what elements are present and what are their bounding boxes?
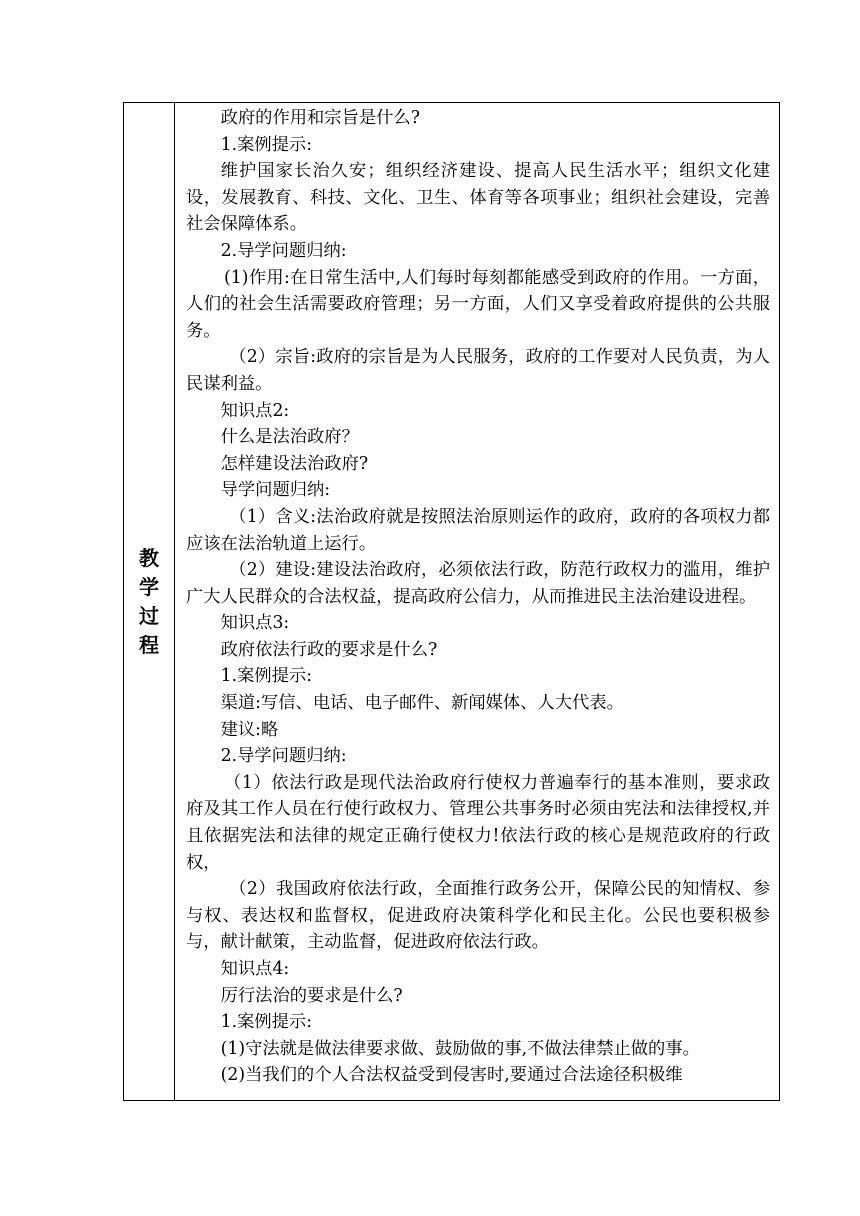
paragraph: 1.案例提示: (220, 666, 313, 687)
paragraph: 什么是法治政府？ (220, 427, 359, 448)
paragraph: 政府依法行政的要求是什么? (220, 639, 438, 660)
paragraph: 政府的作用和宗旨是什么? (220, 108, 420, 128)
paragraph: (1)守法就是做法律要求做、鼓励做的事,不做法律禁止做的事。 (220, 1038, 700, 1059)
lesson-table (123, 102, 780, 1101)
paragraph: 1.案例提示: (220, 1012, 313, 1033)
paragraph: 维护国家长治久安；组织经济建设、提高人民生活水平；组织文化建设，发展教育、科技、文化、卫生、体育等各项事业；组织社会建设，完善社会保障体系。 (186, 161, 770, 235)
paragraph: （2）我国政府依法行政，全面推行政务公开，保障公民的知情权、参与权、表达权和监督权，促进政府决策科学化和民主化。公民也要积极参与，献计献策，主动监督，促进政府依法行政。 (186, 879, 770, 953)
paragraph: 知识点4: (220, 959, 290, 979)
paragraph: 厉行法治的要求是什么? (220, 985, 403, 1006)
paragraph: 2.导学问题归纳: (220, 746, 347, 767)
paragraph: （2）建设:建设法治政府，必须依法行政，防范行政权力的滥用，维护广大人民群众的合法权益，提高政府公信力，从而推进民主法治建设进程。 (186, 560, 770, 607)
paragraph: 建议:略 (220, 719, 279, 740)
section-label-cell (124, 103, 175, 1100)
paragraph: 2.导学问题归纳: (220, 240, 347, 261)
paragraph: 渠道:写信、电话、电子邮件、新闻媒体、人大代表。 (220, 693, 624, 714)
paragraph: （1）依法行政是现代法治政府行使权力普遍奉行的基本准则，要求政府及其工作人员在行使行政权力、管理公共事务时必须由宪法和法律授权,并且依据宪法和法律的规定正确行使权力!依法行政的核心是规范政府的行政权， (186, 772, 770, 873)
paragraph: 知识点3: (220, 613, 290, 634)
paragraph: (2)当我们的个人合法权益受到侵害时,要通过合法途径积极维 (220, 1065, 683, 1086)
paragraph: 怎样建设法治政府? (220, 453, 369, 474)
paragraph: 知识点2: (220, 400, 290, 421)
content-cell (175, 103, 779, 1100)
paragraph: （1）含义:法治政府就是按照法治原则运作的政府，政府的各项权力都应该在法治轨道上运行。 (186, 506, 770, 554)
paragraph: 1.案例提示: (220, 134, 313, 155)
paragraph: 导学问题归纳: (220, 480, 331, 501)
paragraph: (1)作用:在日常生活中,人们每时每刻都能感受到政府的作用。一方面，人们的社会生活需要政府管理；另一方面，人们又享受着政府提供的公共服务。 (186, 267, 770, 341)
section-label: 教学过程 (139, 545, 159, 657)
paragraph: （2）宗旨:政府的宗旨是为人民服务，政府的工作要对人民负责，为人民谋利益。 (186, 347, 770, 394)
